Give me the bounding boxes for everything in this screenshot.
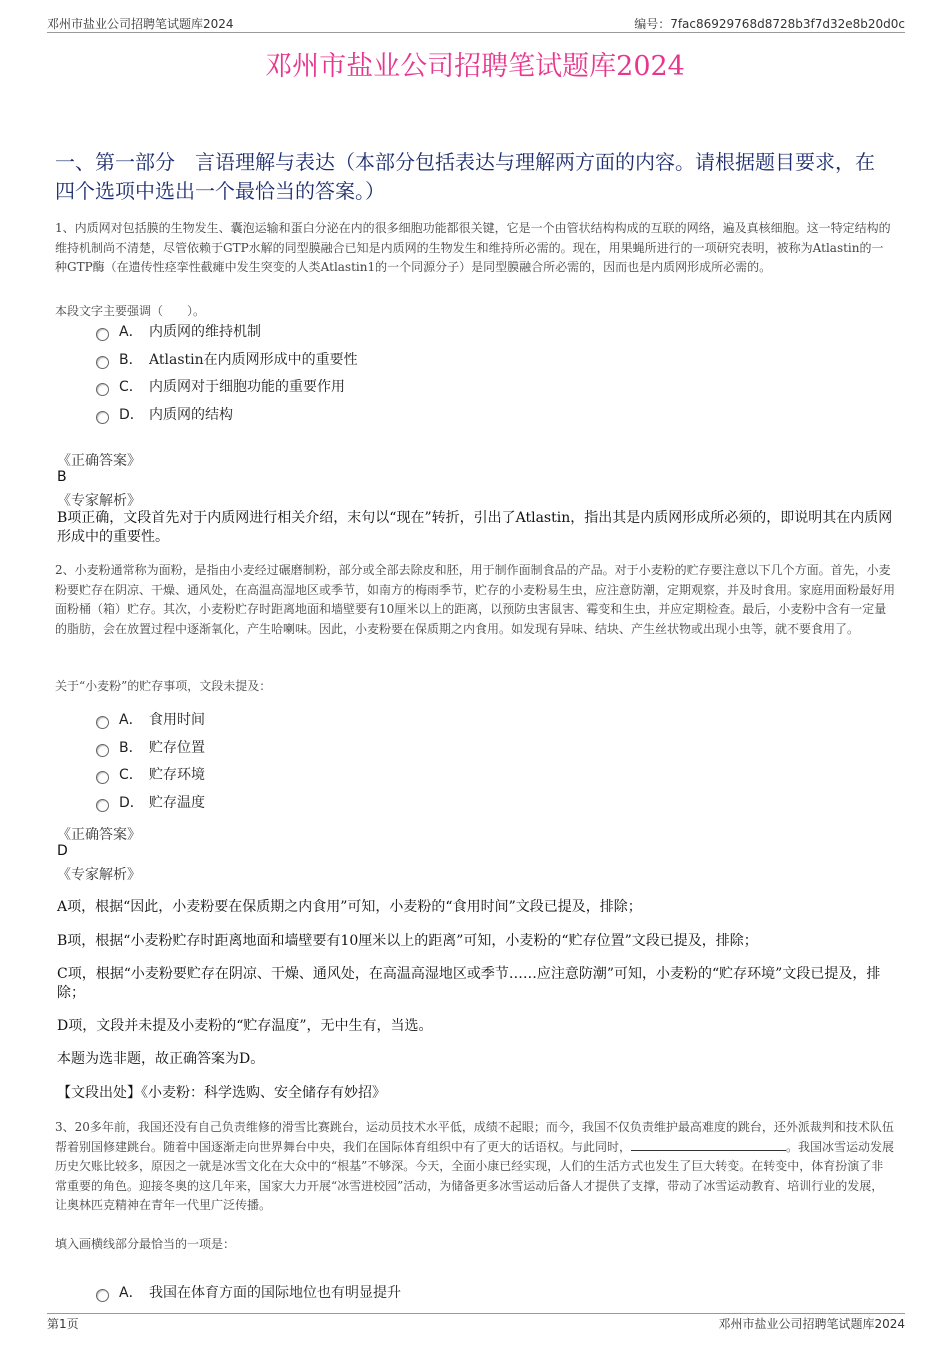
- q2-option-a[interactable]: A． 食用时间: [96, 710, 205, 730]
- page-number: 第1页: [47, 1317, 79, 1331]
- radio-icon[interactable]: [96, 328, 109, 341]
- radio-icon[interactable]: [96, 771, 109, 784]
- q2-source: 【文段出处】《小麦粉：科学选购、安全储存有妙招》: [57, 1085, 386, 1101]
- q1-passage: 1、内质网对包括膜的生物发生、囊泡运输和蛋白分泌在内的很多细胞功能都很关键，它是一个由管状结构构成的互联的网络，遍及真核细胞。这一特定结构的维持机制尚不清楚，尽管依赖于GTP水解的同型膜融合已知是内质网的生物发生和维持所必需的。现在，用果蝇所进行的一项研究表明，被称为Atlastin的一种GTP酶（在遗传性痉挛性截瘫中发生突变的人类Atlastin1的一个同源分子）是同型膜融合所必需的，因而也是内质网形成所必需的。: [55, 221, 891, 274]
- header-serial-number: 编号：7fac86929768d8728b3f7d32e8b20d0c: [634, 17, 905, 31]
- fill-in-blank: [631, 1138, 786, 1151]
- radio-icon[interactable]: [96, 411, 109, 424]
- q2-conclusion: 本题为选非题，故正确答案为D。: [57, 1051, 265, 1067]
- q1-option-d[interactable]: D． 内质网的结构: [96, 405, 233, 425]
- q1-stem: 本段文字主要强调（ ）。: [55, 304, 206, 318]
- q3-stem: 填入画横线部分最恰当的一项是：: [55, 1237, 236, 1251]
- q2-option-c[interactable]: C． 贮存环境: [96, 765, 205, 785]
- q1-analysis-label: 《专家解析》: [57, 493, 141, 509]
- footer-doc-name: 邓州市盐业公司招聘笔试题库2024: [718, 1317, 905, 1331]
- page-footer: [47, 1313, 905, 1332]
- q2-passage: 2、小麦粉通常称为面粉，是指由小麦经过碾磨制粉，部分或全部去除皮和胚，用于制作面制食品的产品。对于小麦粉的贮存要注意以下几个方面。首先，小麦粉要贮存在阴凉、干燥、通风处，在高温高湿地区或季节，如南方的梅雨季节，贮存的小麦粉易生虫，应注意防潮，定期观察，并及时食用。家庭用面粉最好用面粉桶（箱）贮存。其次，小麦粉贮存时距离地面和墙壁要有10厘米以上的距离，以预防虫害鼠害、霉变和生虫，并应定期检查。最后，小麦粉中含有一定量的脂肪，会在放置过程中逐渐氧化，产生哈喇味。因此，小麦粉要在保质期之内食用。如发现有异味、结块、产生丝状物或出现小虫等，就不要食用了。: [55, 563, 896, 636]
- q2-option-b[interactable]: B． 贮存位置: [96, 738, 205, 758]
- document-title: 邓州市盐业公司招聘笔试题库2024: [265, 51, 685, 82]
- q2-analysis-label: 《专家解析》: [57, 867, 141, 883]
- q2-analysis-a: A项，根据“因此，小麦粉要在保质期之内食用”可知，小麦粉的“食用时间”文段已提及，排除；: [57, 899, 642, 915]
- radio-icon[interactable]: [96, 356, 109, 369]
- section-heading: 一、第一部分 言语理解与表达（本部分包括表达与理解两方面的内容。请根据题目要求，在四个选项中选出一个最恰当的答案。）: [55, 150, 875, 203]
- radio-icon[interactable]: [96, 799, 109, 812]
- q1-answer-label: 《正确答案》: [57, 453, 141, 469]
- radio-icon[interactable]: [96, 744, 109, 757]
- q1-option-a[interactable]: A． 内质网的维持机制: [96, 322, 261, 342]
- q3-option-a[interactable]: A． 我国在体育方面的国际地位也有明显提升: [96, 1283, 401, 1303]
- header-doc-name: 邓州市盐业公司招聘笔试题库2024: [47, 17, 234, 31]
- page-header: [47, 14, 905, 33]
- radio-icon[interactable]: [96, 716, 109, 729]
- q2-option-d[interactable]: D． 贮存温度: [96, 793, 205, 813]
- q2-analysis-b: B项，根据“小麦粉贮存时距离地面和墙壁要有10厘米以上的距离”可知，小麦粉的“贮存位置”文段已提及，排除；: [57, 933, 758, 949]
- radio-icon[interactable]: [96, 383, 109, 396]
- q1-analysis: B项正确，文段首先对于内质网进行相关介绍，末句以“现在”转折，引出了Atlastin，指出其是内质网形成所必须的，即说明其在内质网形成中的重要性。: [57, 510, 893, 545]
- q1-option-b[interactable]: B． Atlastin在内质网形成中的重要性: [96, 350, 358, 370]
- q2-answer: D: [57, 843, 68, 859]
- q2-stem: 关于“小麦粉”的贮存事项，文段未提及：: [55, 679, 272, 693]
- q2-analysis-c: C项，根据“小麦粉要贮存在阴凉、干燥、通风处，在高温高湿地区或季节……应注意防潮”可知，小麦粉的“贮存环境”文段已提及，排除；: [57, 966, 881, 1001]
- q1-answer: B: [57, 469, 67, 485]
- q3-passage: 3、20多年前，我国还没有自己负责维修的滑雪比赛跳台，运动员技术水平低，成绩不起眼；而今，我国不仅负责维护最高难度的跳台，还外派裁判和技术队伍帮着别国修建跳台。随着中国逐渐走向世界舞台中央，我们在国际体育组织中有了更大的话语权。与此同时， 。我国冰雪运动发展历史欠账比较多，原因之一就是冰雪文化在大众中的“根基”不够深。今天，全面小康已经实现，人们的生活方式也发生了巨大转变。在转变中，体育扮演了非常重要的角色。迎接冬奥的这几年来，国家大力开展“冰雪进校园”活动，为储备更多冰雪运动后备人才提供了支撑，带动了冰雪运动教育、培训行业的发展，让奥林匹克精神在青年一代里广泛传播。: [55, 1120, 895, 1212]
- radio-icon[interactable]: [96, 1289, 109, 1302]
- q2-answer-label: 《正确答案》: [57, 827, 141, 843]
- q2-analysis-d: D项，文段并未提及小麦粉的“贮存温度”，无中生有，当选。: [57, 1018, 433, 1034]
- q1-option-c[interactable]: C． 内质网对于细胞功能的重要作用: [96, 377, 345, 397]
